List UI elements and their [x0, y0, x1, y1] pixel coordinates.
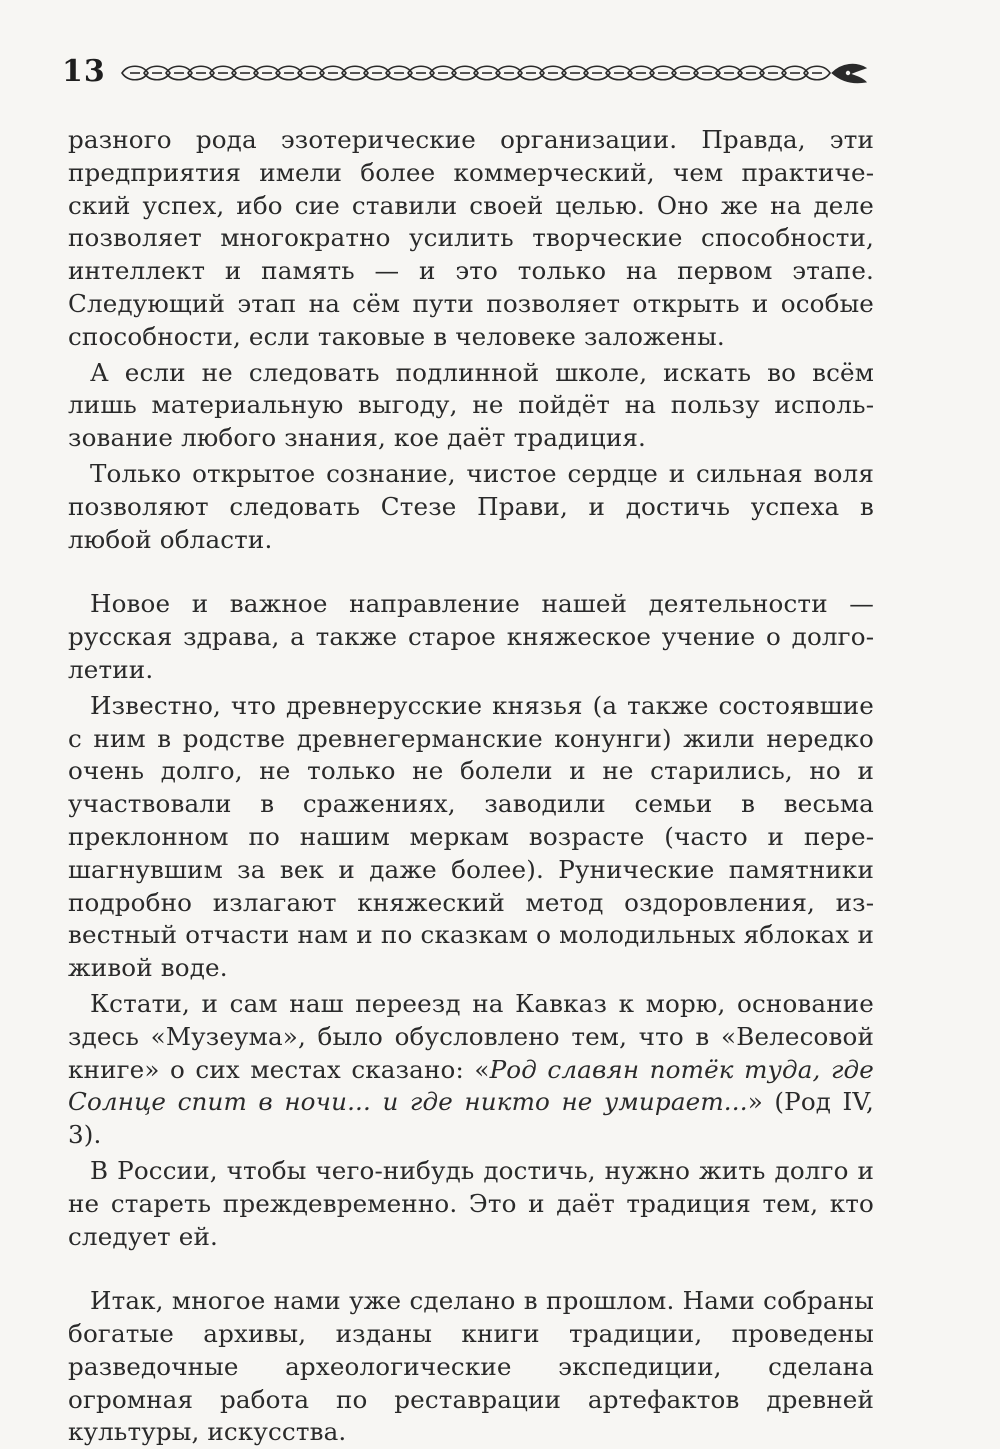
- paragraph: Итак, многое нами уже сделано в прошлом. Нами собраны богатые архивы, изданы книги традиции, проведены разведочные археологические экспедиции, сделана огромная работа по реставрации артефактов древней культуры, искусства.: [68, 1286, 874, 1447]
- paragraph: Только открытое сознание, чистое сердце и сильная воля позволяют следовать Стезе Прави, и достичь успеха в любой области.: [68, 458, 874, 554]
- quote-citation: » (Род IV, 3).: [68, 1087, 874, 1150]
- page-header: [62, 52, 872, 96]
- paragraph: В России, чтобы чего-нибудь достичь, нужно жить долго и не стареть преждевременно. Это и даёт традиция тем, кто следует ей.: [68, 1155, 874, 1251]
- paragraph: А если не следовать подлинной школе, искать во всём лишь материальную выгоду, не пойдёт на пользу использование любого знания, кое даёт традиция.: [68, 357, 874, 453]
- veles-book-quote: Род славян потёк туда, где Солнце спит в ночи... и где никто не умирает...: [68, 1054, 874, 1117]
- quote-lead-in: Кстати, и сам наш переезд на Кавказ к морю, основание здесь «Музеума», было обусловлено тем, что в «Велесовой книге» о сих местах сказано: «: [68, 988, 874, 1084]
- paragraph-with-quote: [68, 988, 874, 1152]
- decorative-braid-ornament: [120, 60, 870, 86]
- paragraph: разного рода эзотерические организации. Правда, эти предприятия имели более коммерческий, чем практический успех, ибо сие ставили своей целью. Оно же на деле позволяет многократно усилить творческие способности, интеллект и память — и это только на первом этапе. Следующий этап на сём пути позволяет открыть и особые способности, если таковые в человеке заложены.: [68, 125, 874, 351]
- main-text-block: [68, 124, 874, 1449]
- page-number: 13: [62, 54, 106, 89]
- section-gap: [68, 1253, 874, 1285]
- paragraph: Новое и важное направление нашей деятельности — русская здрава, а также старое княжеское учение о долголетии.: [68, 589, 874, 684]
- paragraph: Известно, что древнерусские князья (а также состоявшие с ним в родстве древнегерманские конунги) жили нередко очень долго, не только не болели и не старились, но и участвовали в сражениях, заводили семьи в весьма преклонном по нашим меркам возрасте (часто и перешагнувшим за век и даже более). Рунические памятники подробно излагают княжеский метод оздоровления, известный отчасти нам и по сказкам о молодильных яблоках и живой воде.: [68, 690, 874, 983]
- section-gap: [68, 556, 874, 588]
